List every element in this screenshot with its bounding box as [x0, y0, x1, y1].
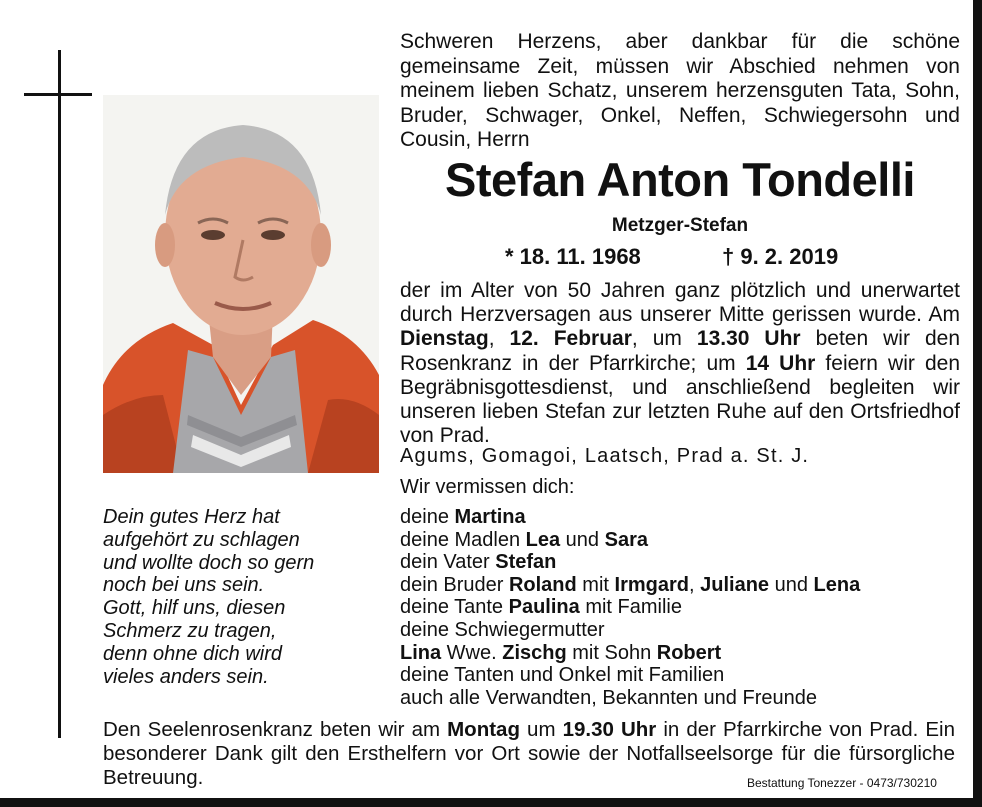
text-run-bold: Juliane: [700, 573, 770, 596]
text-run-bold: Montag: [447, 718, 520, 741]
cross-icon-bar: [24, 93, 92, 96]
portrait-photo: [103, 95, 379, 473]
text-run: , um: [631, 327, 697, 351]
places: Agums, Gomagoi, Laatsch, Prad a. St. J.: [400, 445, 810, 467]
cross-icon: [58, 50, 61, 738]
text-run: in der Pfarrkirche von Prad. Ein besonderer Dank gilt den Ersthelfern vor Ort sowie der Notfallseelsorge für die fürsorgliche Betreuung.: [103, 718, 955, 789]
undertaker-credit: Bestattung Tonezzer - 0473/730210: [747, 776, 937, 790]
text-run: deine Schwiegermutter: [400, 618, 605, 641]
poem-line: noch bei uns sein.: [103, 574, 265, 597]
text-run: deine: [400, 506, 455, 528]
text-run-bold: 13.30 Uhr: [696, 327, 801, 351]
birth-date: * 18. 11. 1968: [505, 244, 641, 269]
family-list: [400, 506, 960, 709]
text-run-bold: Zischg: [502, 641, 567, 664]
text-run: beten wir den Rosenkranz in der Pfarrkirche; um: [400, 327, 960, 375]
poem: [103, 506, 363, 688]
text-run-bold: Roland: [508, 573, 577, 596]
family-line: [400, 529, 960, 552]
text-run: und: [769, 573, 814, 596]
text-run: feiern wir den Begräbnisgottesdienst, und anschließend begleiten wir unseren lieben Stefan zur letzten Ruhe auf den Ortsfriedhof von Prad.: [400, 351, 960, 448]
deceased-name: Stefan Anton Tondelli: [445, 153, 915, 206]
poem-line: Dein gutes Herz hat: [103, 506, 280, 528]
text-run-bold: Lena: [813, 573, 861, 596]
poem-line: vieles anders sein.: [103, 665, 269, 688]
life-dates: [395, 244, 965, 274]
text-run: auch alle Verwandten, Bekannten und Freunde: [400, 686, 817, 709]
text-run: dein Vater: [400, 551, 496, 574]
text-run-bold: Sara: [604, 528, 648, 551]
text-run: mit Familie: [579, 596, 682, 619]
family-line: [400, 574, 960, 597]
family-line: [400, 664, 960, 687]
we-miss-you: Wir vermissen dich:: [400, 476, 575, 498]
family-line: [400, 619, 960, 642]
text-run: Wwe.: [441, 641, 503, 664]
funeral-details: [400, 279, 960, 448]
text-run-bold: Martina: [454, 506, 526, 528]
text-run-bold: Stefan: [495, 551, 557, 574]
poem-line: Gott, hilf uns, diesen: [103, 597, 286, 620]
text-run-bold: Irmgard: [614, 573, 689, 596]
poem-line: und wollte doch so gern: [103, 551, 315, 574]
text-run-bold: Lea: [525, 528, 561, 551]
intro-text: Schweren Herzens, aber dankbar für die schöne gemeinsame Zeit, müssen wir Abschied nehmen von meinem lieben Schatz, unserem herzensguten Tata, Sohn, Bruder, Schwager, Onkel, Neffen, Schwiegersohn und Cousin, Herrn: [400, 30, 960, 151]
text-run: deine Tanten und Onkel mit Familien: [400, 664, 725, 687]
text-run: dein Bruder: [400, 573, 509, 596]
death-date: † 9. 2. 2019: [722, 244, 839, 269]
text-run: deine Tante: [400, 596, 509, 619]
text-run: der im Alter von 50 Jahren ganz plötzlich und unerwartet durch Herzversagen aus unserer Mitte gerissen wurde. Am: [400, 279, 960, 327]
text-run-bold: 14 Uhr: [745, 351, 816, 375]
family-line: [400, 551, 960, 574]
text-run: mit: [576, 573, 615, 596]
text-run-bold: Robert: [656, 641, 722, 664]
text-run: um: [519, 718, 563, 741]
text-run-bold: Dienstag: [400, 327, 489, 351]
text-run-bold: 12. Februar: [509, 327, 632, 351]
family-line: [400, 642, 960, 665]
text-run: und: [560, 528, 605, 551]
family-line: [400, 596, 960, 619]
family-line: [400, 687, 960, 710]
nickname: Metzger-Stefan: [611, 215, 749, 236]
text-run: ,: [488, 327, 510, 351]
text-run: deine Madlen: [400, 528, 526, 551]
poem-line: Schmerz zu tragen,: [103, 619, 277, 642]
poem-line: denn ohne dich wird: [103, 642, 283, 665]
text-run: mit Sohn: [566, 641, 657, 664]
text-run-bold: Lina: [400, 641, 442, 664]
family-line: [400, 506, 960, 529]
text-run: Den Seelenrosenkranz beten wir am: [103, 718, 448, 741]
poem-line: aufgehört zu schlagen: [103, 528, 300, 551]
text-run-bold: Paulina: [508, 596, 580, 619]
text-run: ,: [689, 573, 701, 596]
text-run-bold: 19.30 Uhr: [562, 718, 657, 741]
